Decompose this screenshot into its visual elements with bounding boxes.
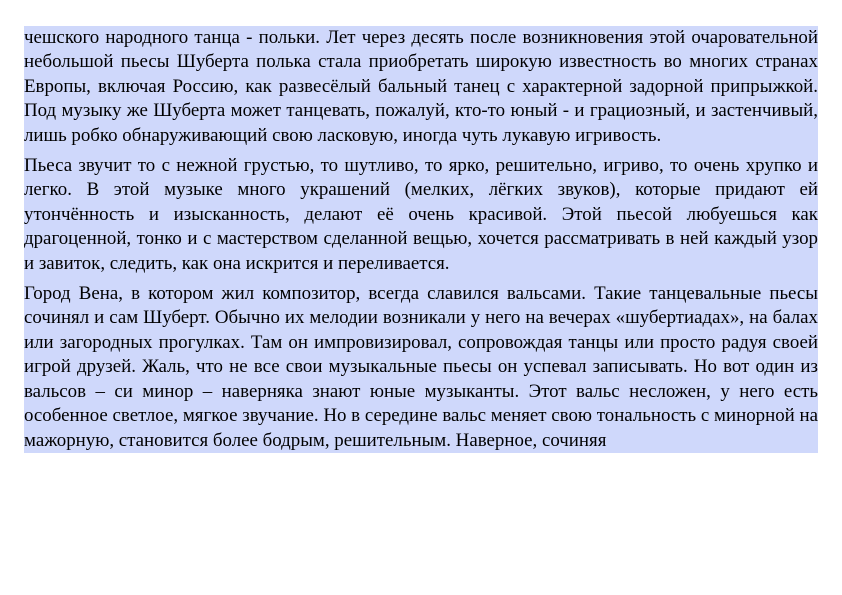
paragraph-polka: чешского народного танца - польки. Лет через десять после возникновения этой очаровательной небольшой пьесы Шуберта полька стала приобретать широкую известность во многих странах Европы, включая Россию, как развесёлый бальный танец с характерной задорной припрыжкой. Под музыку же Шуберта может танцевать, пожалуй, кто-то юный - и грациозный, и застенчивый, лишь робко обнаруживающий свою ласковую, иногда чуть лукавую игривость. — [24, 27, 818, 146]
paragraph-vienna-waltzes: Город Вена, в котором жил композитор, всегда славился вальсами. Такие танцевальные пьесы сочинял и сам Шуберт. Обычно их мелодии возникали у него на вечерах «шубертиадах», на балах или загородных прогулках. Там он импровизировал, сопровождая танцы или просто радуя своей игрой друзей. Жаль, что не все свои музыкальные пьесы он успевал записывать. Но вот один из вальсов – си минор – наверняка знают юные музыканты. Этот вальс несложен, у него есть особенное светлое, мягкое звучание. Но в середине вальс меняет свою тональность с минорной на мажорную, становится более бодрым, решительным. Наверное, сочиняя — [24, 283, 818, 451]
paragraph-piece-description: Пьеса звучит то с нежной грустью, то шутливо, то ярко, решительно, игриво, то очень хрупко и легко. В этой музыке много украшений (мелких, лёгких звуков), которые придают ей утончённость и изысканность, делают её очень красивой. Этой пьесой любуешься как драгоценной, тонко и с мастерством сделанной вещью, хочется рассматривать в ней каждый узор и завиток, следить, как она искрится и переливается. — [24, 155, 818, 274]
highlighted-text-block — [24, 26, 818, 453]
